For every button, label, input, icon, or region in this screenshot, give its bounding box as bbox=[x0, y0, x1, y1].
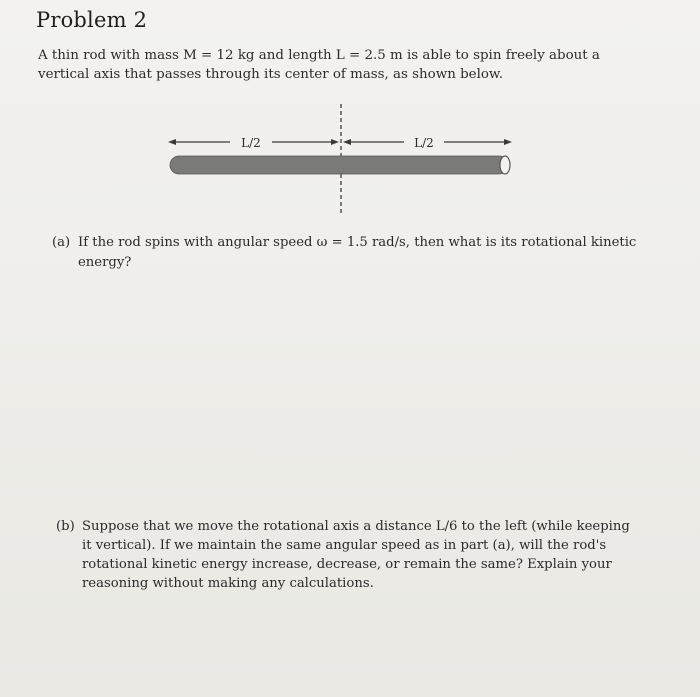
right-arrow-head bbox=[504, 139, 512, 145]
right-length-label: L/2 bbox=[414, 136, 434, 150]
problem-intro: A thin rod with mass M = 12 kg and length L = 2.5 m is able to spin freely about a vertical axis that passes through its center of mass, as shown below. bbox=[38, 48, 600, 82]
rod-body bbox=[170, 156, 508, 174]
part-b bbox=[56, 517, 640, 593]
center-arrow-head-right bbox=[343, 139, 351, 145]
rod-end-cap bbox=[500, 156, 510, 174]
part-a bbox=[52, 233, 642, 273]
left-arrow-head bbox=[168, 139, 176, 145]
page-title: Problem 2 bbox=[36, 8, 148, 32]
left-length-label: L/2 bbox=[241, 136, 261, 150]
part-a-label: (a) bbox=[52, 235, 71, 250]
part-b-label: (b) bbox=[56, 519, 75, 534]
rod-diagram bbox=[160, 98, 530, 218]
center-arrow-head-left bbox=[331, 139, 339, 145]
part-a-text: If the rod spins with angular speed ω = 1.5 rad/s, then what is its rotational kinetic energy? bbox=[78, 235, 637, 270]
part-b-text: Suppose that we move the rotational axis a distance L/6 to the left (while keeping it vertical). If we maintain the same angular speed as in part (a), will the rod's rotational kinetic energy increase, decrease, or remain the same? Explain your reasoning without making any calculations. bbox=[82, 519, 630, 591]
